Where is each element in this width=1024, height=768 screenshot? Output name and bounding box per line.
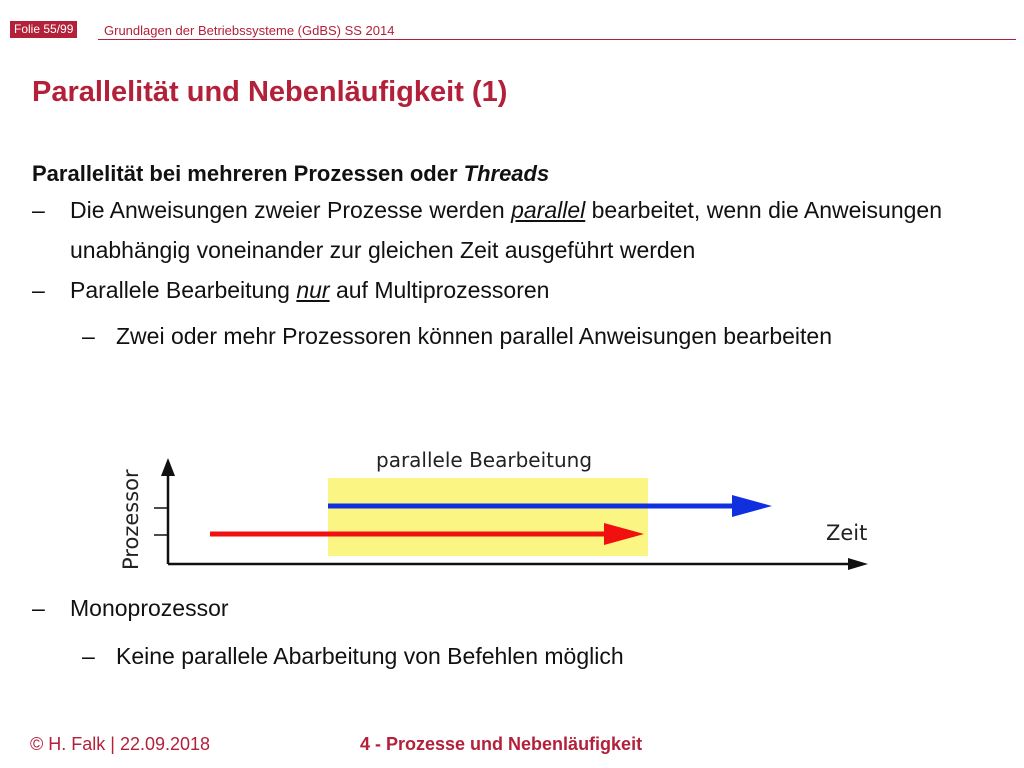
bullet-dash: – xyxy=(32,595,45,621)
parallel-region-label: parallele Bearbeitung xyxy=(376,448,593,472)
slide-header xyxy=(0,18,1024,40)
bullet-multiprocessor xyxy=(32,270,992,310)
parallel-region xyxy=(328,478,648,556)
bullet-text xyxy=(70,270,992,310)
parallel-processing-diagram xyxy=(110,440,890,580)
bullet-text-part: bearbeitet, wenn die Anweisungen unabhängig voneinander zur gleichen Zeit ausgeführt werden xyxy=(70,197,942,263)
header-divider xyxy=(98,39,1016,40)
bullet-emphasis: parallel xyxy=(511,197,586,223)
footer-chapter: 4 - Prozesse und Nebenläufigkeit xyxy=(360,734,643,754)
slide-number-badge: Folie 55/99 xyxy=(10,21,77,38)
subheading-italic: Threads xyxy=(463,161,550,186)
bullet-monoprocessor xyxy=(32,588,992,628)
sub-bullet-multiprocessor xyxy=(32,316,992,356)
bullet-text-part: Parallele Bearbeitung xyxy=(70,277,297,303)
bullet-text: Zwei oder mehr Prozessoren können parallel Anweisungen bearbeiten xyxy=(116,323,832,349)
bullet-text xyxy=(70,190,992,270)
slide-title: Parallelität und Nebenläufigkeit (1) xyxy=(32,76,508,108)
bullet-dash: – xyxy=(82,323,95,349)
bullet-parallel-definition xyxy=(32,190,992,270)
slide-content-lower xyxy=(32,588,992,676)
bullet-text-part: auf Multiprozessoren xyxy=(329,277,550,303)
slide-footer xyxy=(30,734,1010,760)
y-axis-label: Prozessor xyxy=(119,469,143,570)
x-axis-arrowhead xyxy=(848,558,868,570)
sub-bullet-monoprocessor xyxy=(32,636,992,676)
slide-content xyxy=(32,158,992,356)
x-axis-label: Zeit xyxy=(826,521,868,545)
course-title: Grundlagen der Betriebssysteme (GdBS) SS 2014 xyxy=(104,23,395,38)
bullet-emphasis: nur xyxy=(296,277,330,303)
bullet-dash: – xyxy=(82,643,95,669)
bullet-text: Monoprozessor xyxy=(70,595,229,621)
subheading-text: Parallelität bei mehreren Prozessen oder xyxy=(32,161,464,186)
bullet-dash: – xyxy=(32,197,45,223)
y-axis-arrowhead xyxy=(161,458,175,476)
bullet-dash: – xyxy=(32,277,45,303)
blue-process-arrowhead xyxy=(732,495,772,517)
bullet-text-part: Die Anweisungen zweier Prozesse werden xyxy=(70,197,512,223)
subheading xyxy=(32,158,992,190)
footer-author-date: © H. Falk | 22.09.2018 xyxy=(30,734,211,754)
bullet-text: Keine parallele Abarbeitung von Befehlen möglich xyxy=(116,643,624,669)
